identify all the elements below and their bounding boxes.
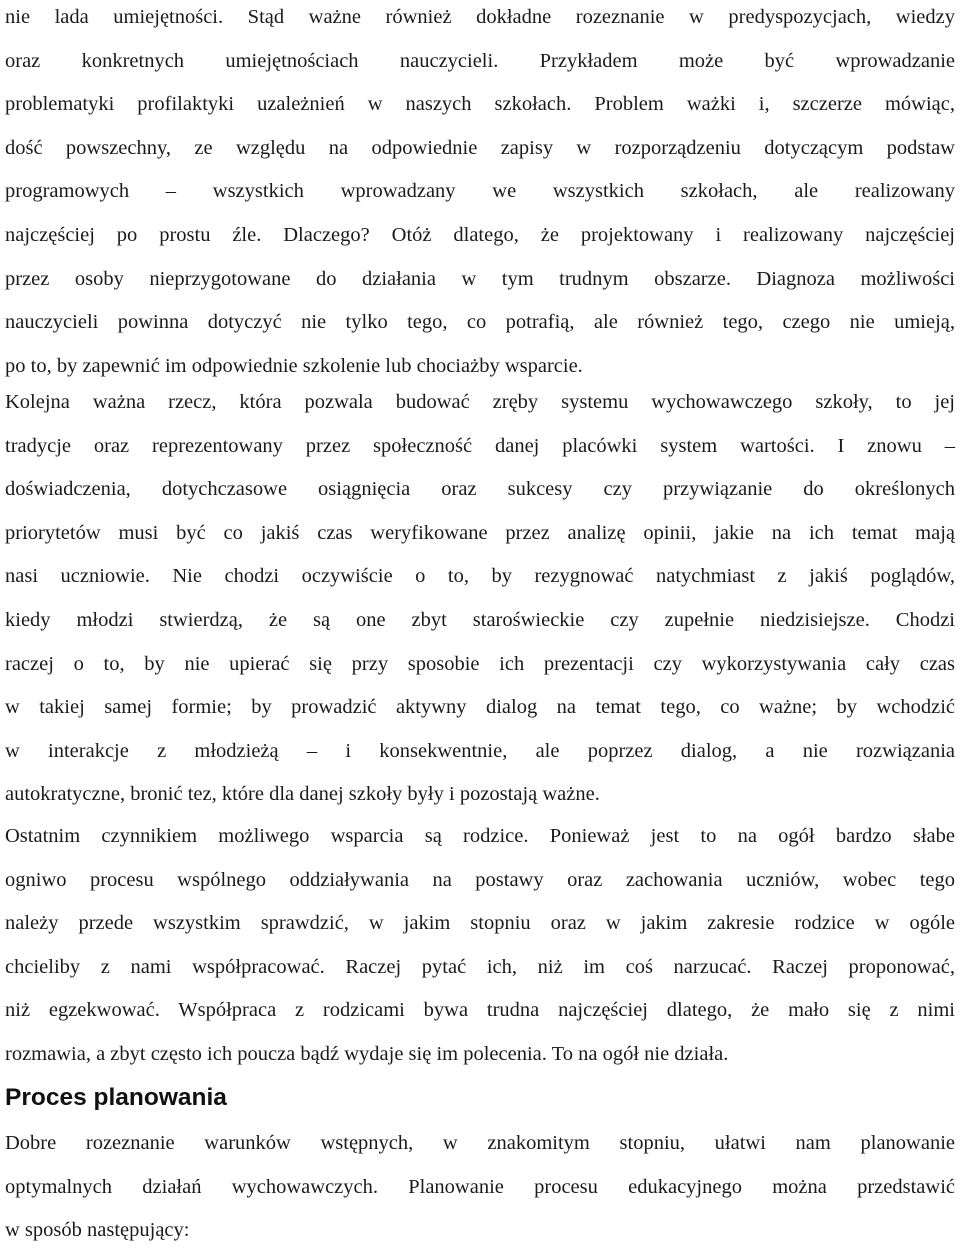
text-line: tradycje oraz reprezentowany przez społeczność danej placówki system wartości. I znowu – xyxy=(5,434,955,457)
section-heading: Proces planowania xyxy=(5,1084,227,1111)
text-line: doświadczenia, dotychczasowe osiągnięcia oraz sukcesy czy przywiązanie do określonych xyxy=(5,478,955,501)
text-line: problematyki profilaktyki uzależnień w naszych szkołach. Problem ważki i, szczerze mówiąc, xyxy=(5,93,955,116)
text-line: priorytetów musi być co jakiś czas weryfikowane przez analizę opinii, jakie na ich temat mają xyxy=(5,521,955,544)
text-line: nauczycieli powinna dotyczyć nie tylko tego, co potrafią, ale również tego, czego nie umieją, xyxy=(5,311,955,334)
text-line: programowych – wszystkich wprowadzany we wszystkich szkołach, ale realizowany xyxy=(5,180,955,203)
paragraph-planning xyxy=(5,1122,955,1253)
text-line: Ostatnim czynnikiem możliwego wsparcia są rodzice. Ponieważ jest to na ogół bardzo słabe xyxy=(5,825,955,847)
text-line: należy przede wszystkim sprawdzić, w jakim stopniu oraz w jakim zakresie rodzice w ogóle xyxy=(5,912,955,935)
text-line: kiedy młodzi stwierdzą, że są one zbyt staroświeckie czy zupełnie niedzisiejsze. Chodzi xyxy=(5,608,955,631)
paragraph-teacher-skills xyxy=(5,0,955,388)
text-line: dość powszechny, ze względu na odpowiednie zapisy w rozporządzeniu dotyczącym podstaw xyxy=(5,136,955,159)
text-line: niż egzekwować. Współpraca z rodzicami bywa trudna najczęściej dlatego, że mało się z nimi xyxy=(5,999,955,1022)
text-line: nie lada umiejętności. Stąd ważne również dokładne rozeznanie w predyspozycjach, wiedzy xyxy=(5,6,955,28)
text-line: raczej o to, by nie upierać się przy sposobie ich prezentacji czy wykorzystywania cały czas xyxy=(5,652,955,675)
text-line: Dobre rozeznanie warunków wstępnych, w znakomitym stopniu, ułatwi nam planowanie xyxy=(5,1132,955,1154)
text-line: autokratyczne, bronić tez, które dla danej szkoły były i pozostają ważne. xyxy=(5,783,600,806)
text-line: najczęściej po prostu źle. Dlaczego? Otóż dlatego, że projektowany i realizowany najczęściej xyxy=(5,223,955,246)
text-line: optymalnych działań wychowawczych. Planowanie procesu edukacyjnego można przedstawić xyxy=(5,1175,955,1198)
text-line: oraz konkretnych umiejętnościach nauczycieli. Przykładem może być wprowadzanie xyxy=(5,49,955,72)
paragraph-school-traditions xyxy=(5,381,955,817)
text-line: Kolejna ważna rzecz, która pozwala budować zręby systemu wychowawczego szkoły, to jej xyxy=(5,391,955,413)
text-line: rozmawia, a zbyt często ich poucza bądź wydaje się im polecenia. To na ogół nie działa. xyxy=(5,1042,729,1065)
text-line: ogniwo procesu wspólnego oddziaływania na postawy oraz zachowania uczniów, wobec tego xyxy=(5,868,955,891)
text-line: w takiej samej formie; by prowadzić aktywny dialog na temat tego, co ważne; by wchodzić xyxy=(5,696,955,719)
text-line: przez osoby nieprzygotowane do działania w tym trudnym obszarze. Diagnoza możliwości xyxy=(5,267,955,290)
text-line: po to, by zapewnić im odpowiednie szkolenie lub chociażby wsparcie. xyxy=(5,354,583,377)
text-line: nasi uczniowie. Nie chodzi oczywiście o to, by rezygnować natychmiast z jakiś poglądów, xyxy=(5,565,955,588)
text-line: w sposób następujący: xyxy=(5,1219,190,1242)
text-line: chcieliby z nami współpracować. Raczej pytać ich, niż im coś narzucać. Raczej proponować, xyxy=(5,955,955,978)
paragraph-parents xyxy=(5,815,955,1077)
text-line: w interakcje z młodzieżą – i konsekwentnie, ale poprzez dialog, a nie rozwiązania xyxy=(5,739,955,762)
